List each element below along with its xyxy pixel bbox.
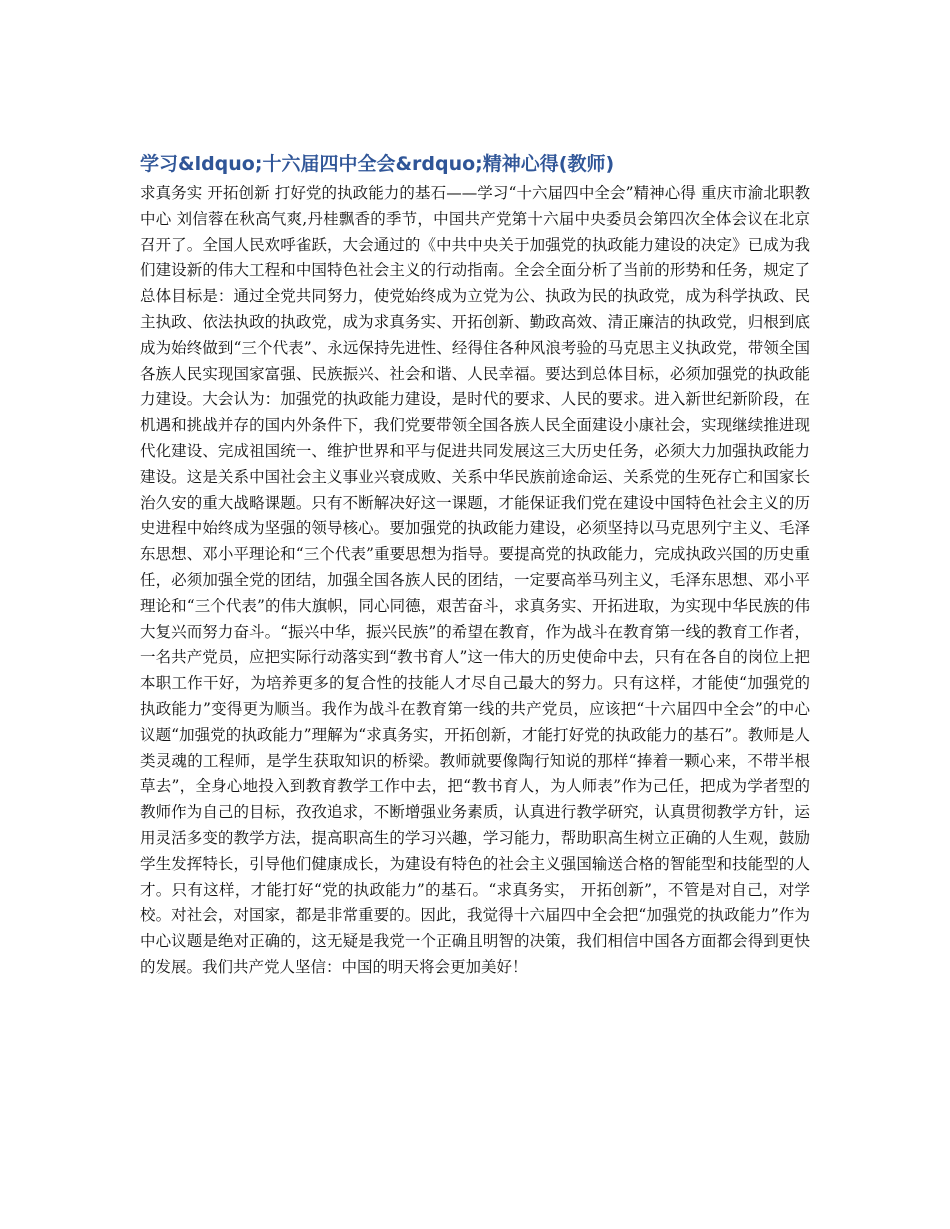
document-body: 求真务实 开拓创新 打好党的执政能力的基石——学习“十六届四中全会”精神心得 重庆市渝北职教中心 刘信蓉在秋高气爽,丹桂飘香的季节，中国共产党第十六届中央委员会第四次全体会议在北京召开了。全国人民欢呼雀跃，大会通过的《中共中央关于加强党的执政能力建设的决定》已成为我们建设新的伟大工程和中国特色社会主义的行动指南。全会全面分析了当前的形势和任务，规定了总体目标是：通过全党共同努力，使党始终成为立党为公、执政为民的执政党，成为科学执政、民主执政、依法执政的执政党，成为求真务实、开拓创新、勤政高效、清正廉洁的执政党，归根到底成为始终做到“三个代表”、永远保持先进性、经得住各种风浪考验的马克思主义执政党，带领全国各族人民实现国家富强、民族振兴、社会和谐、人民幸福。要达到总体目标，必须加强党的执政能力建设。大会认为：加强党的执政能力建设，是时代的要求、人民的要求。进入新世纪新阶段，在机遇和挑战并存的国内外条件下，我们党要带领全国各族人民全面建设小康社会，实现继续推进现代化建设、完成祖国统一、维护世界和平与促进共同发展这三大历史任务，必须大力加强执政能力建设。这是关系中国社会主义事业兴衰成败、关系中华民族前途命运、关系党的生死存亡和国家长治久安的重大战略课题。只有不断解决好这一课题，才能保证我们党在建设中国特色社会主义的历史进程中始终成为坚强的领导核心。要加强党的执政能力建设，必须坚持以马克思列宁主义、毛泽东思想、邓小平理论和“三个代表”重要思想为指导。要提高党的执政能力，完成执政兴国的历史重任，必须加强全党的团结，加强全国各族人民的团结，一定要高举马列主义，毛泽东思想、邓小平理论和“三个代表”的伟大旗帜，同心同德，艰苦奋斗，求真务实、开拓进取，为实现中华民族的伟大复兴而努力奋斗。“振兴中华，振兴民族”的希望在教育，作为战斗在教育第一线的教育工作者，一名共产党员，应把实际行动落实到“教书育人”这一伟大的历史使命中去，只有在各自的岗位上把本职工作干好，为培养更多的复合性的技能人才尽自己最大的努力。只有这样，才能使“加强党的执政能力”变得更为顺当。我作为战斗在教育第一线的共产党员，应该把“十六届四中全会”的中心议题“加强党的执政能力”理解为“求真务实，开拓创新，才能打好党的执政能力的基石”。教师是人类灵魂的工程师，是学生获取知识的桥梁。教师就要像陶行知说的那样“捧着一颗心来，不带半根草去”，全身心地投入到教育教学工作中去，把“教书育人，为人师表”作为己任，把成为学者型的教师作为自己的目标，孜孜追求，不断增强业务素质，认真进行教学研究，认真贯彻教学方针，运用灵活多变的教学方法，提高职高生的学习兴趣，学习能力，帮助职高生树立正确的人生观，鼓励学生发挥特长，引导他们健康成长，为建设有特色的社会主义强国输送合格的智能型和技能型的人才。只有这样，才能打好“党的执政能力”的基石。“求真务实， 开拓创新”，不管是对自己，对学校。对社会，对国家，都是非常重要的。因此，我觉得十六届四中全会把“加强党的执政能力”作为中心议题是绝对正确的，这无疑是我党一个正确且明智的决策，我们相信中国各方面都会得到更快的发展。我们共产党人坚信：中国的明天将会更加美好！: [140, 184, 810, 976]
document-title: 学习&ldquo;十六届四中全会&rdquo;精神心得(教师): [140, 153, 615, 175]
